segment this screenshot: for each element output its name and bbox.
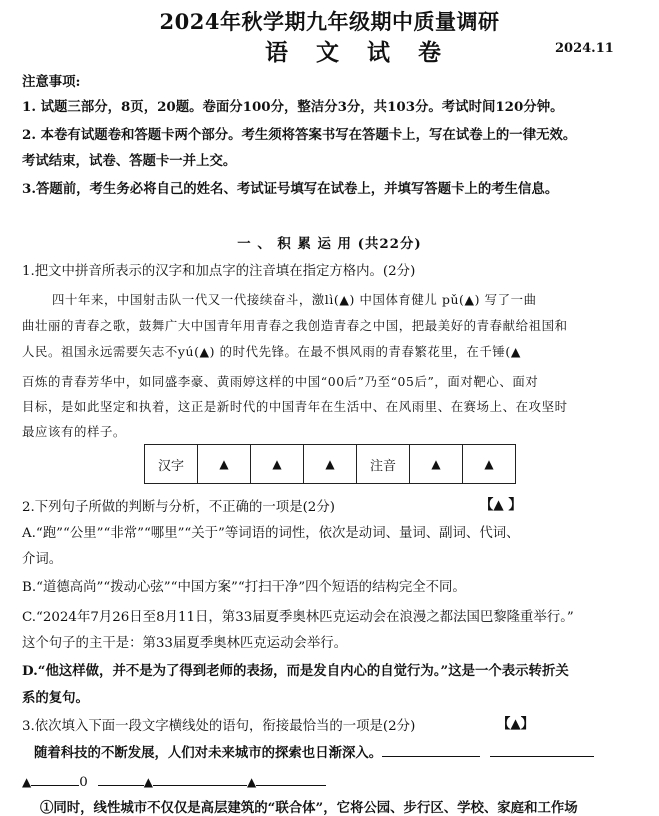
triangle-marker-icon: ▲ <box>325 456 335 471</box>
exam-date: 2024.11 <box>555 41 614 56</box>
q2-option-b: B.“道德高尚”“拨动心弦”“中国方案”“打扫干净”四个短语的结构完全不同。 <box>22 580 466 595</box>
q2-option-c-line-2: 这个句子的主干是：第33届夏季奥林匹克运动会举行。 <box>22 636 348 651</box>
blank-line[interactable] <box>31 771 79 786</box>
blank-line[interactable] <box>153 771 247 786</box>
triangle-marker-icon: ▲ <box>484 456 494 471</box>
q1-para-line-4: 百炼的青春芳华中，如同盛李豪、黄雨婷这样的中国“00后”乃至“05后”，面对靶心、面对 <box>22 374 539 389</box>
answer-cell-5[interactable] <box>463 445 516 484</box>
table-label-zhuyin: 注音 <box>357 445 410 484</box>
q3-option-partial: ①同时，线性城市不仅仅是高层建筑的“联合体”，它将公园、步行区、学校、家庭和工作场 <box>40 800 578 816</box>
q1-para-line-6: 最应该有的样子。 <box>22 424 126 439</box>
answer-cell-4[interactable] <box>410 445 463 484</box>
triangle-marker-icon: ▲ <box>431 456 441 471</box>
answer-cell-2[interactable] <box>251 445 304 484</box>
notice-item-2b: 考试结束，试卷、答题卡一并上交。 <box>22 153 237 169</box>
q3-answer-bracket[interactable]: 【▲】 <box>497 716 535 732</box>
q1-answer-table <box>144 444 516 484</box>
exam-subtitle: 语 文 试 卷 <box>265 39 452 66</box>
q2-option-c-line-1: C.“2024年7月26日至8月11日，第33届夏季奥林匹克运动会在浪漫之都法国巴黎隆重举行。” <box>22 610 574 625</box>
q3-blank-end: 0 <box>79 775 88 790</box>
q1-para-line-5: 目标，是如此坚定和执着，这正是新时代的中国青年在生活中、在风雨里、在赛场上、在攻坚时 <box>22 399 568 414</box>
q1-para-line-1: 四十年来，中国射击队一代又一代接续奋斗，激lì(▲) 中国体育健儿 pǔ(▲) 写了一曲 <box>52 292 537 307</box>
blank-line[interactable] <box>382 742 480 757</box>
answer-cell-1[interactable] <box>198 445 251 484</box>
notice-item-2a: 2. 本卷有试题卷和答题卡两个部分。考生须将答案书写在答题卡上，写在试卷上的一律无效。 <box>22 127 577 143</box>
notice-item-1: 1. 试题三部分，8页，20题。卷面分100分，整洁分3分，共103分。考试时间120分钟。 <box>22 99 564 115</box>
q1-prompt: 1.把文中拼音所表示的汉字和加点字的注音填在指定方格内。(2分) <box>22 264 416 279</box>
blank-line[interactable] <box>98 771 144 786</box>
blank-line[interactable] <box>256 771 326 786</box>
q2-option-a-line-2: 介词。 <box>22 552 63 567</box>
exam-title: 2024年秋学期九年级期中质量调研 <box>159 9 500 34</box>
q3-passage <box>34 742 594 761</box>
q2-option-a-line-1: A.“跑”“公里”“非常”“哪里”“关于”等词语的词性，依次是动词、量词、副词、代词、 <box>22 526 520 541</box>
section-heading: 一 、 积 累 运 用 (共22分) <box>237 236 422 252</box>
triangle-marker-icon: ▲ <box>247 775 257 789</box>
q2-option-d-line-2: 系的复句。 <box>22 690 89 706</box>
q3-passage-text: 随着科技的不断发展，人们对未来城市的探索也日渐深入。 <box>34 745 383 761</box>
triangle-marker-icon: ▲ <box>143 775 153 789</box>
q1-para-line-2: 曲壮丽的青春之歌，鼓舞广大中国青年用青春之我创造青春之中国，把最美好的青春献给祖国和 <box>22 318 568 333</box>
triangle-marker-icon: ▲ <box>272 456 282 471</box>
notice-heading: 注意事项: <box>22 74 81 90</box>
q1-para-line-3: 人民。祖国永远需要矢志不yú(▲) 的时代先锋。在最不惧风雨的青春繁花里，在千锤(▲ <box>22 344 521 359</box>
table-label-hanzi: 汉字 <box>145 445 198 484</box>
q2-option-d-line-1: D.“他这样做，并不是为了得到老师的表扬，而是发自内心的自觉行为。”这是一个表示转折关 <box>22 663 569 679</box>
q3-prompt: 3.依次填入下面一段文字横线处的语句，衔接最恰当的一项是(2分) <box>22 719 416 734</box>
blank-line[interactable] <box>490 742 594 757</box>
answer-cell-3[interactable] <box>304 445 357 484</box>
q2-prompt: 2.下列句子所做的判断与分析，不正确的一项是(2分) <box>22 500 335 515</box>
triangle-marker-icon: ▲ <box>22 775 32 789</box>
notice-item-3: 3.答题前，考生务必将自己的姓名、考试证号填写在试卷上，并填写答题卡上的考生信息。 <box>22 181 559 197</box>
q3-blank-row <box>22 771 326 790</box>
q2-answer-bracket[interactable]: 【▲ 】 <box>480 497 522 513</box>
triangle-marker-icon: ▲ <box>219 456 229 471</box>
